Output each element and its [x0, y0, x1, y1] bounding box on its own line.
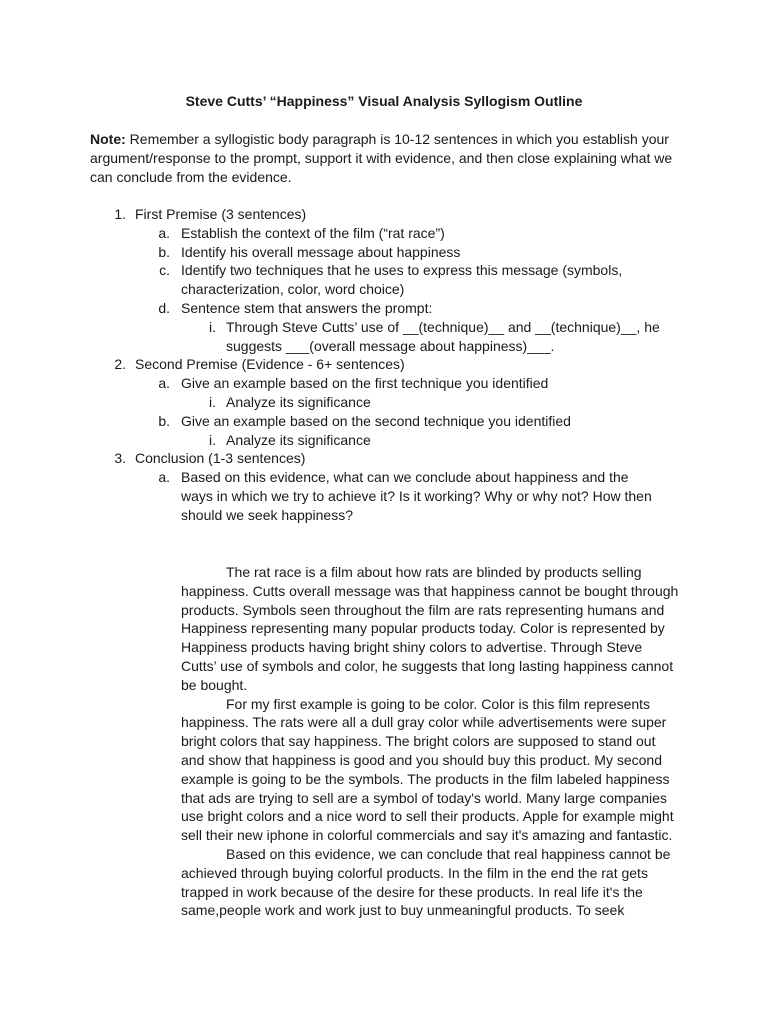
outline-text: Second Premise (Evidence - 6+ sentences) [135, 356, 405, 373]
outline-text: Analyze its significance [226, 393, 371, 410]
outline-item [0, 243, 768, 262]
outline-marker: i. [209, 318, 216, 335]
page-title: Steve Cutts’ “Happiness” Visual Analysis Syllogism Outline [185, 93, 583, 109]
outline-text: Conclusion (1-3 sentences) [135, 450, 306, 467]
outline-item [0, 393, 768, 412]
note-paragraph [90, 130, 690, 186]
outline-item [0, 205, 768, 224]
outline-item [0, 468, 768, 524]
outline-marker: b. [158, 412, 170, 429]
note-text: Remember a syllogistic body paragraph is 10-12 sentences in which you establish your argument/response to the prompt, support it with evidence, and then close explaining what we can conclude from the evidence. [90, 131, 673, 185]
outline-item [0, 224, 768, 243]
essay-paragraph: For my first example is going to be color. Color is this film represents happiness. The rats were all a dull gray color while advertisements were super bright colors that say happiness. The bright colors are supposed to stand out and show that happiness is good and you should buy this product. My second example is going to be the symbols. The products in the film labeled happiness that ads are trying to sell are a symbol of today's world. Many large companies use bright colors and a nice word to sell their products. Apple for example might sell their new iphone in colorful commercials and say it's amazing and fantastic. [181, 695, 674, 844]
outline-marker: 1. [114, 206, 126, 222]
outline-text: Give an example based on the first technique you identified [181, 375, 549, 392]
outline-text: Identify two techniques that he uses to express this message (symbols, characterization, color, word choice) [181, 262, 623, 298]
outline-text: Analyze its significance [226, 431, 371, 448]
outline-text: Based on this evidence, what can we conclude about happiness and the ways in which we try to achieve it? Is it working? Why or why not? How then should we seek happiness? [181, 469, 652, 523]
outline-marker: 3. [114, 450, 126, 467]
outline-marker: b. [158, 243, 170, 260]
outline-marker: d. [158, 299, 170, 316]
outline-list [0, 205, 768, 525]
essay-paragraph: The rat race is a film about how rats are blinded by products selling happiness. Cutts overall message was that happiness cannot be bought through products. Symbols seen throughout the film are rats representing humans and Happiness representing many popular products today. Color is represented by Happiness products having bright shiny colors to advertise. Through Steve Cutts’ use of symbols and color, he suggests that long lasting happiness cannot be bought. [181, 564, 679, 693]
outline-item [0, 412, 768, 431]
outline-marker: a. [158, 224, 170, 241]
essay-body [181, 563, 681, 920]
outline-text: Identify his overall message about happiness [181, 243, 461, 260]
outline-item [0, 261, 768, 299]
outline-item [0, 355, 768, 374]
outline-marker: i. [209, 431, 216, 448]
outline-text: Establish the context of the film (“rat race”) [181, 224, 445, 241]
outline-text: Sentence stem that answers the prompt: [181, 299, 433, 316]
outline-marker: c. [159, 262, 170, 279]
outline-text: Through Steve Cutts’ use of __(technique)__ and __(technique)__, he suggests ___(overall message about happiness)___. [226, 318, 660, 354]
outline-item [0, 299, 768, 318]
outline-marker: i. [209, 393, 216, 410]
outline-text: First Premise (3 sentences) [135, 206, 307, 222]
note-label: Note: [90, 131, 126, 147]
essay-paragraph: Based on this evidence, we can conclude that real happiness cannot be achieved through buying colorful products. In the film in the end the rat gets trapped in work because of the desire for these products. In real life it's the same,people work and work just to buy unmeaningful products. To seek [181, 845, 671, 919]
outline-text: Give an example based on the second technique you identified [181, 412, 571, 429]
outline-item [0, 374, 768, 393]
outline-item [0, 431, 768, 450]
outline-marker: a. [158, 375, 170, 392]
outline-item [0, 318, 768, 356]
outline-marker: a. [158, 469, 170, 486]
outline-item [0, 449, 768, 468]
outline-marker: 2. [114, 356, 126, 373]
